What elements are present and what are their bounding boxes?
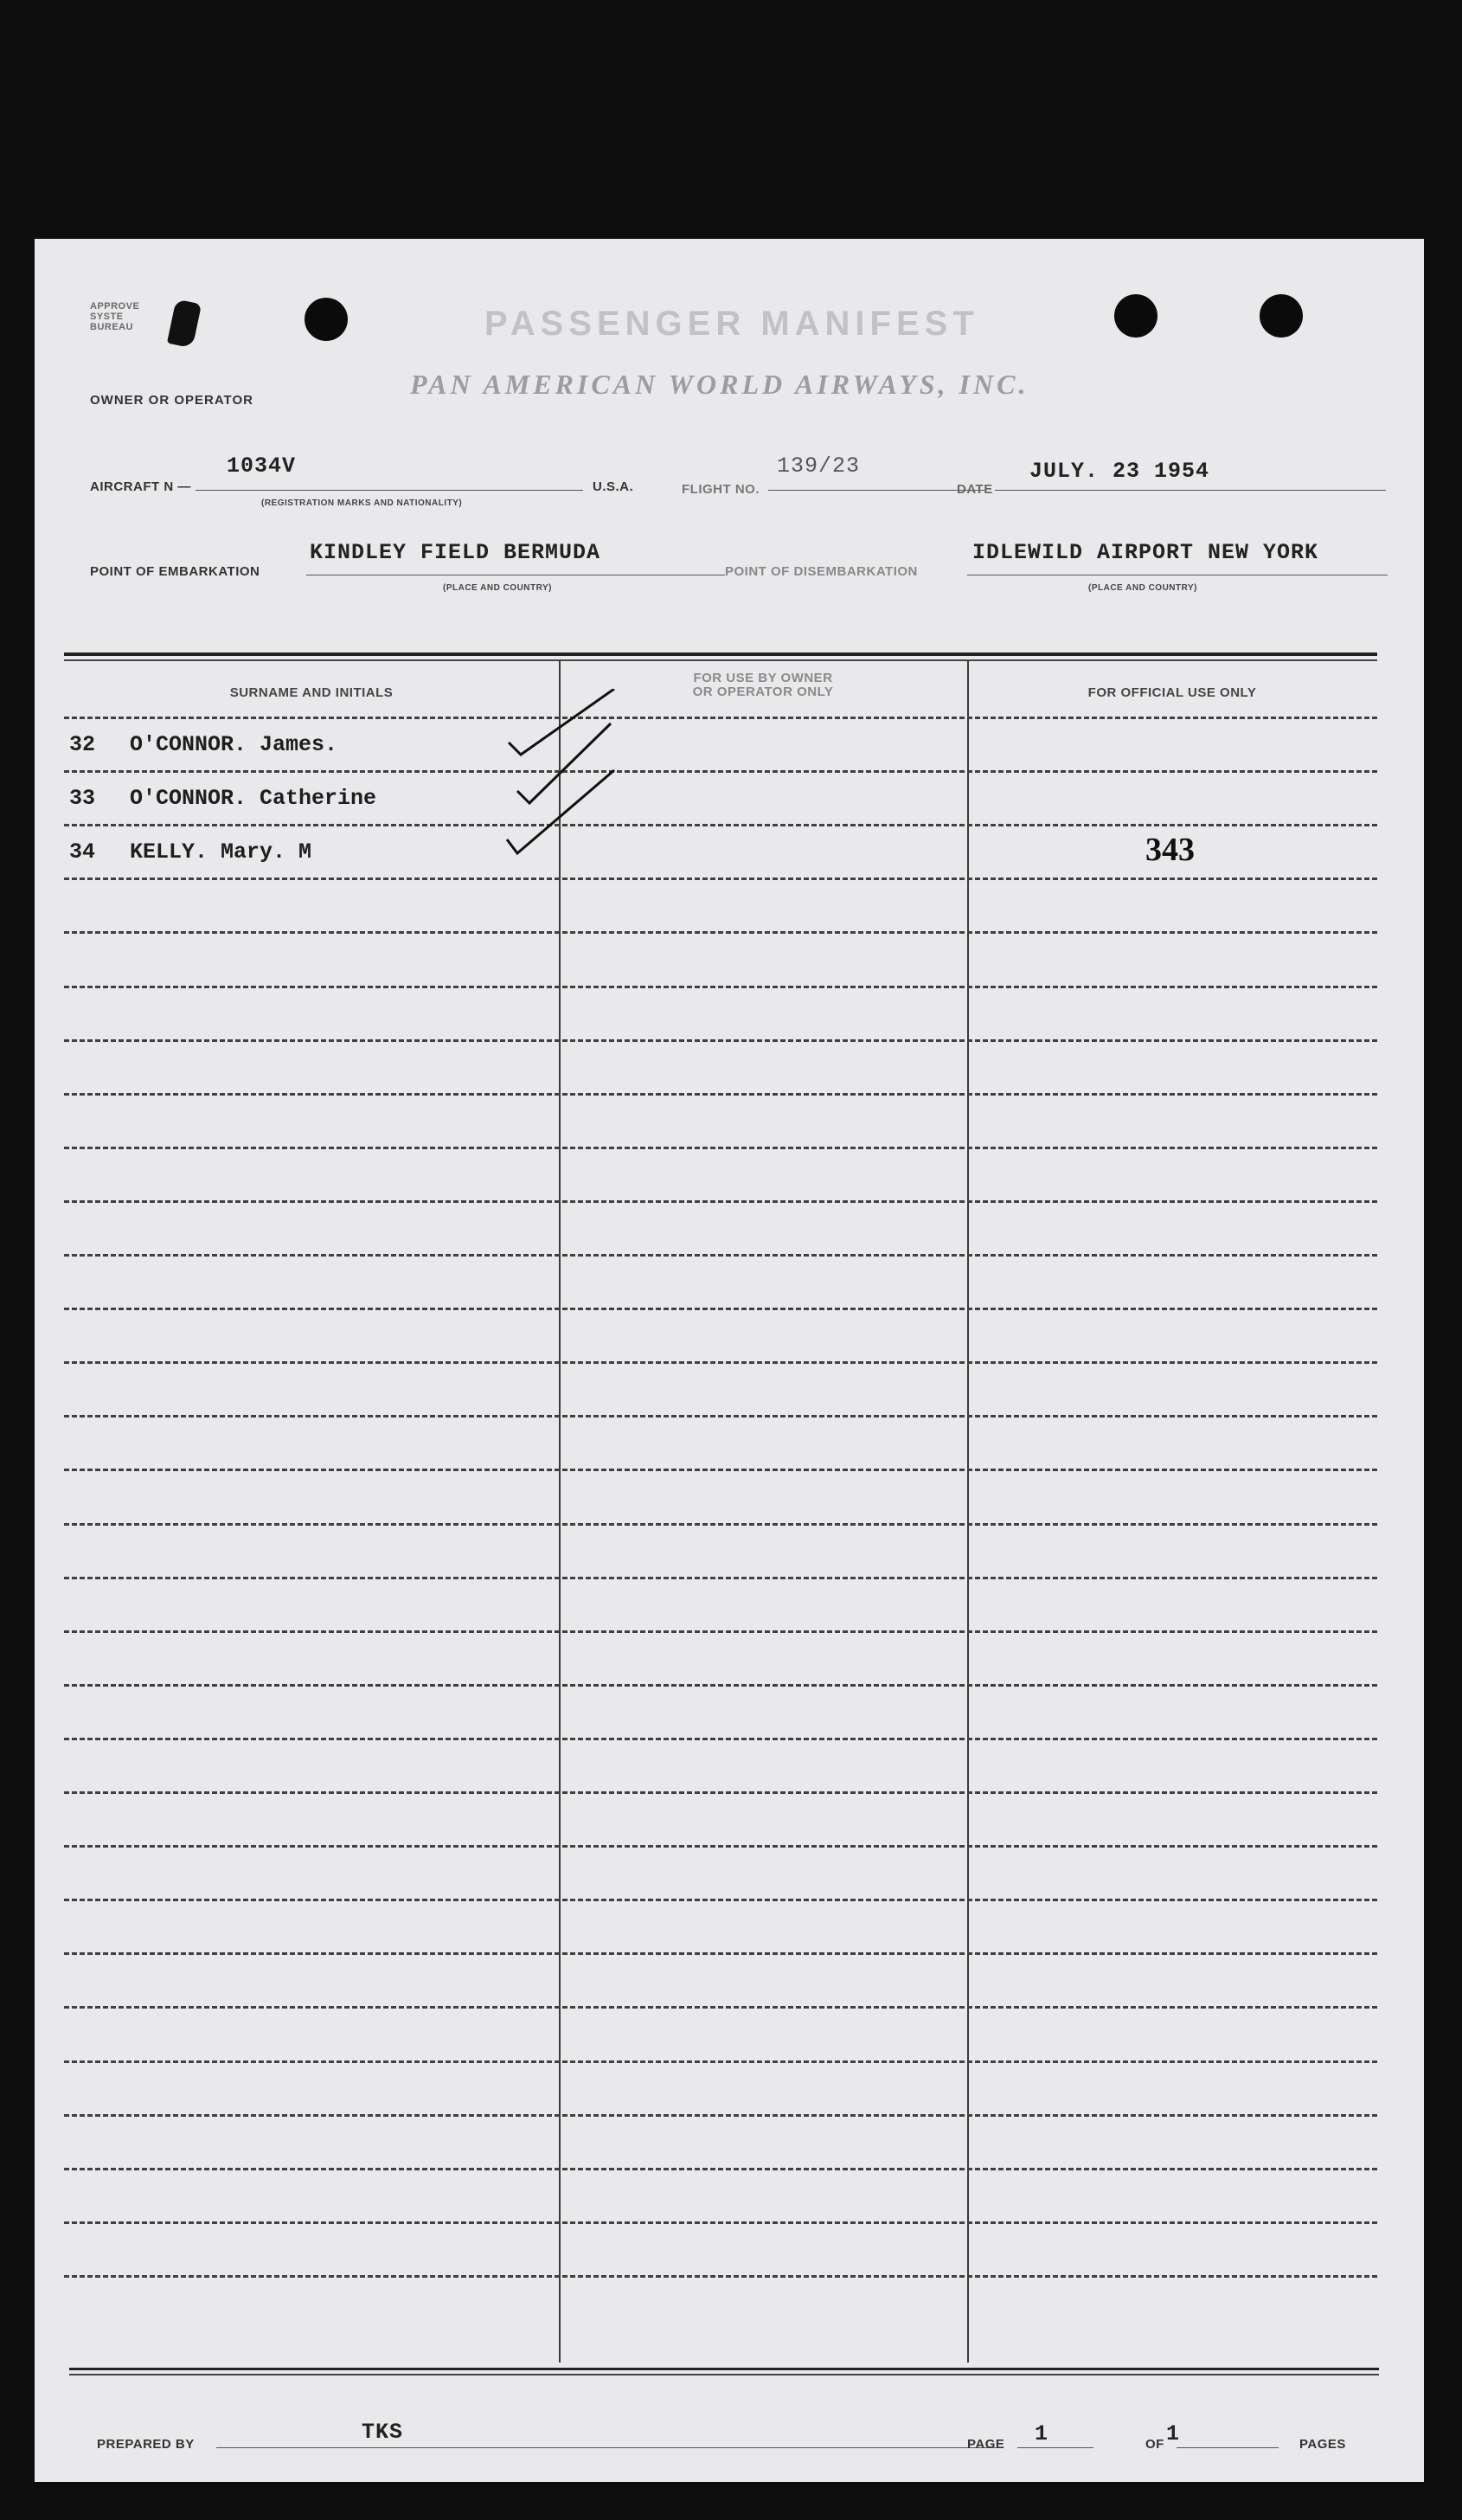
document-title: PASSENGER MANIFEST [484, 305, 979, 343]
table-row-line [64, 2221, 1377, 2224]
aircraft-value: 1034V [227, 453, 297, 479]
embark-label: POINT OF EMBARKATION [90, 564, 260, 579]
approval-stamp [90, 301, 139, 332]
table-row-line [64, 717, 1377, 719]
table-row-line [64, 1523, 1377, 1526]
manifest-sheet [35, 239, 1424, 2482]
table-row-line [64, 1738, 1377, 1740]
check-mark-icon [502, 689, 623, 862]
approval-line: SYSTE [90, 312, 124, 322]
prepared-value: TKS [362, 2420, 404, 2445]
of-value: 1 [1166, 2421, 1181, 2446]
column-header-surname: SURNAME AND INITIALS [229, 685, 394, 700]
table-row-line [64, 1845, 1377, 1848]
aircraft-sublabel: (REGISTRATION MARKS AND NATIONALITY) [261, 498, 463, 508]
table-top-rule-2 [64, 659, 1377, 661]
ink-mark [167, 299, 202, 348]
page-value: 1 [1035, 2421, 1049, 2446]
table-row-line [64, 824, 1377, 826]
passenger-name: O'CONNOR. James. [130, 732, 338, 757]
date-underline [995, 490, 1386, 491]
flight-value: 139/23 [777, 453, 861, 479]
owner-name: PAN AMERICAN WORLD AIRWAYS, INC. [410, 369, 1029, 400]
check-mark-icon [507, 770, 614, 853]
aircraft-underline [196, 490, 583, 491]
table-row-line [64, 770, 1377, 773]
page-underline [1017, 2447, 1093, 2448]
table-row-line [64, 2275, 1377, 2278]
table-row-line [64, 878, 1377, 880]
passenger-number: 32 [69, 732, 96, 757]
prepared-underline [216, 2447, 998, 2448]
prepared-label: PREPARED BY [97, 2437, 195, 2452]
official-number: 343 [1145, 832, 1195, 868]
passenger-name: O'CONNOR. Catherine [130, 786, 377, 811]
aircraft-label: AIRCRAFT N — [90, 479, 191, 494]
table-row-line [64, 1952, 1377, 1955]
table-row-line [64, 1147, 1377, 1149]
table-row-line [64, 1361, 1377, 1364]
table-row-line [64, 1899, 1377, 1901]
embark-sublabel: (PLACE AND COUNTRY) [443, 583, 552, 593]
of-underline [1177, 2447, 1279, 2448]
page-label: PAGE [967, 2437, 1005, 2452]
punch-hole [1114, 294, 1157, 338]
table-row-line [64, 986, 1377, 988]
passenger-number: 34 [69, 839, 96, 865]
table-row-line [64, 2006, 1377, 2009]
table-bottom-rule-2 [69, 2374, 1379, 2375]
table-row-line [64, 931, 1377, 934]
flight-underline [768, 490, 984, 491]
table-bottom-rule [69, 2368, 1379, 2370]
column-header-line: FOR USE BY OWNER [693, 671, 833, 685]
pages-label: PAGES [1299, 2437, 1346, 2452]
column-header-line: OR OPERATOR ONLY [692, 685, 834, 699]
flight-label: FLIGHT NO. [682, 482, 760, 497]
table-row-line [64, 2114, 1377, 2117]
table-row-line [64, 1254, 1377, 1257]
of-label: OF [1145, 2437, 1164, 2452]
column-separator [967, 661, 969, 2362]
disembark-value: IDLEWILD AIRPORT NEW YORK [972, 540, 1319, 565]
disembark-label: POINT OF DISEMBARKATION [725, 564, 918, 579]
table-row-line [64, 1791, 1377, 1794]
table-row-line [64, 1469, 1377, 1471]
usa-label: U.S.A. [593, 479, 634, 494]
table-row-line [64, 1093, 1377, 1096]
date-label: DATE [957, 482, 993, 497]
column-header-official: FOR OFFICIAL USE ONLY [1087, 685, 1257, 700]
approval-line: BUREAU [90, 322, 134, 332]
check-mark-icon [517, 723, 611, 803]
approval-line: APPROVE [90, 301, 140, 312]
table-row-line [64, 1308, 1377, 1310]
passenger-number: 33 [69, 786, 96, 811]
table-row-line [64, 1684, 1377, 1687]
owner-label: OWNER OR OPERATOR [90, 393, 253, 408]
table-row-line [64, 1200, 1377, 1203]
table-row-line [64, 1630, 1377, 1633]
disembark-sublabel: (PLACE AND COUNTRY) [1088, 583, 1197, 593]
punch-hole [305, 298, 348, 341]
table-top-rule [64, 652, 1377, 656]
passenger-name: KELLY. Mary. M [130, 839, 312, 865]
check-mark-icon [509, 689, 614, 755]
table-row-line [64, 1415, 1377, 1418]
table-row-line [64, 2168, 1377, 2170]
column-separator [559, 661, 561, 2362]
table-row-line [64, 1039, 1377, 1042]
punch-hole [1260, 294, 1303, 338]
table-row-line [64, 2060, 1377, 2063]
embark-value: KINDLEY FIELD BERMUDA [310, 540, 601, 565]
date-value: JULY. 23 1954 [1029, 459, 1210, 484]
table-row-line [64, 1577, 1377, 1579]
